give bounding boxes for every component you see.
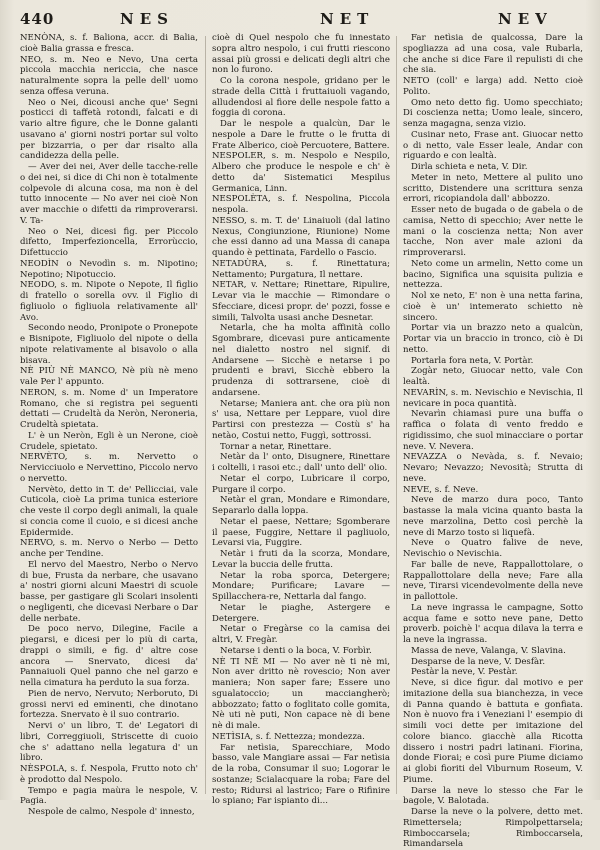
entry-subsense: Neve, si dice figur. dal motivo e per imitazione della sua bianchezza, in vece di Panna quando è battuta e gonfiata. Non è nuovo fra i Veneziani l' esempio di simili voci dette per imitazione del colore bianco. giacchè alla Ricotta dissero i nostri padri latinani. Fiorina, donde Fiorai; e così pure Piume diciamo ai globi fioriti del Viburnum Roseum, V. Piume. [403,678,583,785]
entry-subsense: Zogàr neto, Giuocar netto, vale Con lealtà. [403,366,583,387]
entry-subsense: Secondo neodo, Pronipote o Pronepote e Bisnipote, Figliuolo del nipote o della nipote relativamente al bisavolo o alla bisava. [20,323,198,366]
entry-subsense: Nervèto, detto in T. de' Pellicciai, vale Cuticola, cioè La prima tunica esteriore che veste il corpo degli animali, la quale si concia come il cuoio, e si dicesi anche Epidermide. [20,484,198,538]
header-guide-word-right: NEV [498,10,553,28]
dictionary-entry: NEVAZZA o Nevàda, s. f. Nevaio; Nevaro; Nevazzo; Nevosità; Strutta di neve. [403,452,583,484]
entry-subsense: La neve ingrassa le campagne, Sotto acqua fame e sotto neve pane, Detto proverb. poichè l' acqua dilava la terra e la neve la ingrassa. [403,602,583,645]
page-number: 440 [20,10,55,28]
text-column-right [403,33,583,850]
entry-subsense: Dar le nespole a qualcùn, Dar le nespole a Dare le frutte o le frutta di Frate Alberico, cioè Percuotere, Battere. [212,119,390,151]
text-column-middle [212,33,390,807]
entry-subsense: Netar o Fregàrse co la camisa dei altri, V. Fregàr. [212,624,390,645]
entry-subsense: Meter in neto, Mettere al pulito uno scritto, Distendere una scrittura senza errori, ricopiandola dall' abbozzo. [403,172,583,205]
entry-subsense: Netàr el gran, Mondare e Rimondare, Separarlo dalla loppa. [212,495,390,516]
dictionary-entry: NESPOLER, s. m. Nespolo e Nespilo, Albero che produce le nespole e ch' è detto da' Sistematici Mespilus Germanica, Linn. [212,151,390,194]
entry-subsense: Netar la roba sporca, Detergere; Mondare; Purificare; Lavare — Spillacchera-re, Nettarla dal fango. [212,570,390,602]
dictionary-entry: NETAR, v. Nettare; Rinettare, Ripulire, Levar via le macchie — Rimondare o Sfecciare, dicesi propr. de' pozzi, fosse e simili, Talvolta usasi anche Desnetar. [212,280,390,323]
entry-subsense: Portar via un brazzo neto a qualcùn, Portar via un braccio in tronco, ciò è Di netto. [403,323,583,355]
dictionary-entry: NÈ PIÙ NÈ MANCO, Nè più nè meno vale Per l' appunto. [20,366,198,387]
column-divider [396,36,397,794]
entry-subsense: Tempo e pagia maùra le nespole, V. Pagia. [20,785,198,807]
entry-subsense: Netarla, che ha molta affinità collo Sgombrare, dicevasi pure anticamente nel dialetto nostro nel signif. di Andarsene — Sicchè e netarse i po prudenti e bravi, Sicchè ebbero la prudenza di sottrarsene, cioè di andarsene. [212,323,390,398]
entry-subsense: Tornar a netar, Rinettare. [220,441,332,452]
dictionary-entry: NEODÌN o Nevodìn s. m. Nipotino; Nepotino; Nipotuccio. [20,258,198,280]
entry-subsense: Neve de marzo dura poco, Tanto bastasse la mala vicina quanto basta la neve marzolina, Detto così perchè la neve di Marzo tosto si liquefà. [403,495,583,538]
entry-subsense: Netar el paese, Nettare; Sgomberare il paese, Fuggire, Nettare il pagliuolo, Levarsi via, Fuggire. [212,516,390,549]
header-guide-word-center: NET [320,10,375,28]
entry-subsense: Netàr da l' onto, Disugnere, Rinettare i coltelli, i rasoi etc.; dall' unto dell' olio. [212,452,390,473]
header-guide-word-left: NES [120,10,174,28]
entry-subsense: Neo o Nei, dicesi fig. per Piccolo difetto, Imperfezioncella, Errorùccio, Difettuccio [20,226,198,258]
dictionary-entry: NERVO, s. m. Nervo o Nerbo — Detto anche per Tendine. [20,538,198,559]
dictionary-entry: NEVE, s. f. Neve. [403,484,479,495]
entry-subsense: Pien de nervo, Nervuto; Nerboruto, Di grossi nervi ed eminenti, che dinotano fortezza. Snervato è il suo contrario. [20,688,198,721]
dictionary-entry: NERON, s. m. Nome d' un Imperatore Romano, che si registra pei seguenti dettati — Crudeltà da Neròn, Neroneria, Crudeltà spietata. [20,387,198,430]
entry-subsense: Portarla fora neta, V. Portàr. [411,355,534,366]
entry-subsense: Far netìsia, Sparecchiare, Modo basso, vale Mangiare assai — Far netìsia de la roba, Consumar il suo; Logorar le sostanze; Scialacquare la roba; Fare del resto; Ridursi al lastrico; Fare o Rifinire lo spiano; Far ispianto di... [212,742,390,807]
running-header [0,10,600,34]
entry-subsense: Nervi o' un libro, T. de' Legatori di libri, Correggiuoli, Striscette di cuoio che s' adattano nella legatura d' un libro. [20,721,198,764]
entry-subsense: Netàr i fruti da la scorza, Mondare, Levar la buccia delle frutta. [212,549,390,570]
dictionary-entry: NEODO, s. m. Nipote o Nepote, Il figlio di fratello o sorella ovv. il Figlio di figliuolo o figliuola relativamente all' Avo. [20,280,198,323]
entry-subsense: Netarse i denti o la boca, V. Forbìr. [220,645,372,656]
entry-subsense: Netar el corpo, Lubricare il corpo, Purgare il corpo. [212,473,390,495]
entry-subsense: Darse la neve o la polvere, detto met. Rimettersela; Rimpolpettarsela; Rimboccarsela; Rimboccarsela, Rimandarsela [403,807,583,850]
text-column-left [20,33,198,817]
dictionary-entry: cioè di Quel nespolo che fu innestato sopra altro nespolo, i cui frutti riescono assai più grossi e delicati degli altri che non lo furono. [212,33,390,76]
entry-subsense: Neo o Nei, dicousi anche que' Segni posticci di taffetà rotondi, falcati e di vario altre figure, che le Donne galanti usavano a' giorni nostri portar sul volto per bizzarria, o per dar risalto alla candidezza della pelle. [20,97,198,162]
dictionary-entry: NERVÈTO, s. m. Nervetto o Nervicciuolo e Nervettino, Piccolo nervo o nervetto. [20,452,198,484]
entry-subsense: Neve o Quatro falive de neve, Nevischio o Nevischia. [403,538,583,559]
dictionary-entry: NETÌSIA, s. f. Nettezza; mondezza. [212,731,365,742]
entry-subsense: Netarse; Maniera ant. che ora più non s' usa, Nettare per Leppare, vuol dire Partirsi con prestezza — Costù s' ha netào, Costui netto, Fuggì, sottrossi. [212,398,390,441]
entry-subsense: Esser neto de bugada o de gabela o de camisa, Netto di specchio; Aver nette le mani o la coscienza netta; Non aver tacche, Non aver male azioni da rimproverarsi. [403,205,583,258]
entry-subsense: Omo neto detto fig. Uomo specchiato; Di coscienza netta; Uomo leale, sincero, senza magagna, senza vizio. [403,97,583,129]
entry-subsense: Dirla schieta e neta, V. Dir. [411,162,528,172]
dictionary-entry: NETADÙRA, s. f. Rinettatura; Nettamento; Purgatura, Il nettare. [212,258,390,280]
entry-subsense: Pestàr la neve, V. Pestàr. [411,667,518,678]
entry-subsense: De poco nervo, Dilegine, Facile a piegarsi, e dicesi per lo più di carta, drappi o simili, e fig. d' altre cose ancora — Snervato, dicesi da' Pannaiuoli Quel panno che nel garzo e nella cimatura ha perduto la sua forza. [20,624,198,688]
entry-subsense: Netar le piaghe, Astergere e Detergere. [212,602,390,624]
entry-subsense: El nervo del Maestro, Nerbo o Nervo di bue, Frusta da nerbare, che usavano a' nostri giorni alcuni Maestri di scuole basse, per gastigare gli Scolari insolenti o negligenti, che dicevasi Nerbare o Dar delle nerbate. [20,559,198,624]
entry-subsense: Desparse de la neve, V. Desfàr. [411,656,546,667]
entry-subsense: Nespole de calmo, Nespole d' innesto, [28,807,195,817]
entry-subsense: L' è un Neròn, Egli è un Nerone, cioè Crudele, spietato. [20,430,198,452]
dictionary-entry: NENÒNA, s. f. Baliona, accr. di Balia, cioè Balia grassa e fresca. [20,33,198,54]
column-divider [205,36,206,794]
entry-subsense: Far balle de neve, Rappallottolare, o Rappallottolare della neve; Fare alla neve, Tirarsi vicendevolmente della neve in pallottole. [403,559,583,602]
dictionary-entry: NESPOLÈTA, s. f. Nespolina, Piccola nespola. [212,194,390,215]
dictionary-entry: NEO, s. m. Neo e Nevo, Una certa piccola macchia nericcia, che nasce naturalmente sopra la pelle dell' uomo senza offesa veruna. [20,54,198,97]
dictionary-entry: NÈSPOLA, s. f. Nespola, Frutto noto ch' è prodotto dal Nespolo. [20,764,198,785]
dictionary-entry: NEVARÌN, s. m. Nevischio e Nevischia, Il nevicare in poca quantità. [403,387,583,409]
entry-subsense: Far netìsia de qualcossa, Dare la spogliazza ad una cosa, vale Rubarla, che anche si dice Fare il repulisti di che che sia. [403,33,583,76]
entry-subsense: Nevarìn chiamasi pure una buffa o raffica o folata di vento freddo e rigidissimo, che suol minacciare o portar neve. V. Nevera. [403,409,583,452]
entry-subsense: Cusinar neto, Frase ant. Giuocar netto o di netto, vale Esser leale, Andar con riguardo e con lealtà. [403,129,583,162]
entry-subsense: Massa de neve, Valanga, V. Slavina. [411,645,566,656]
entry-subsense: Darse la neve lo stesso che Far le bagole, V. Balotada. [403,785,583,807]
dictionary-entry: NETO (coll' e larga) add. Netto cioè Polito. [403,76,583,97]
dictionary-entry: NÈ TI NÈ MI — No aver nè ti nè mi, Non aver dritto nè rovescio; Non aver maniera; Non saper fare; Essere uno sgualatoccio; un macciangherò; abbozzato; fatto o foglitato colle gomita, Nè uti nè puti, Non capace nè di bene nè di male. [212,656,390,731]
entry-subsense: — Aver dei nei, Aver delle tacche-relle o dei nei, si dice di Chi non è totalmente colpevole di alcuna cosa, ma non è del tutto innocente — No aver nei cioè Non aver macchie o difetti da rimproverarsi. V. Ta- [20,162,198,226]
dictionary-entry: NESSO, s. m. T. de' Linaiuoli (dal latino Nexus, Congiunzione, Riunione) Nome che essi danno ad una Massa di canapa quando è pettinata, Fardello o Fascio. [212,215,390,258]
entry-subsense: Co la corona nespole, gridano per le strade della Città i fruttaiuoli vagando, alludendosi al fiore delle nespole fatto a foggia di corona. [212,76,390,119]
entry-subsense: Nol xe neto, E' non è una netta farina, cioè è un' intemerato schietto nè sincero. [403,291,583,323]
entry-subsense: Neto come un armelin, Netto come un bacino, Significa una squisita pulizia e nettezza. [403,258,583,291]
